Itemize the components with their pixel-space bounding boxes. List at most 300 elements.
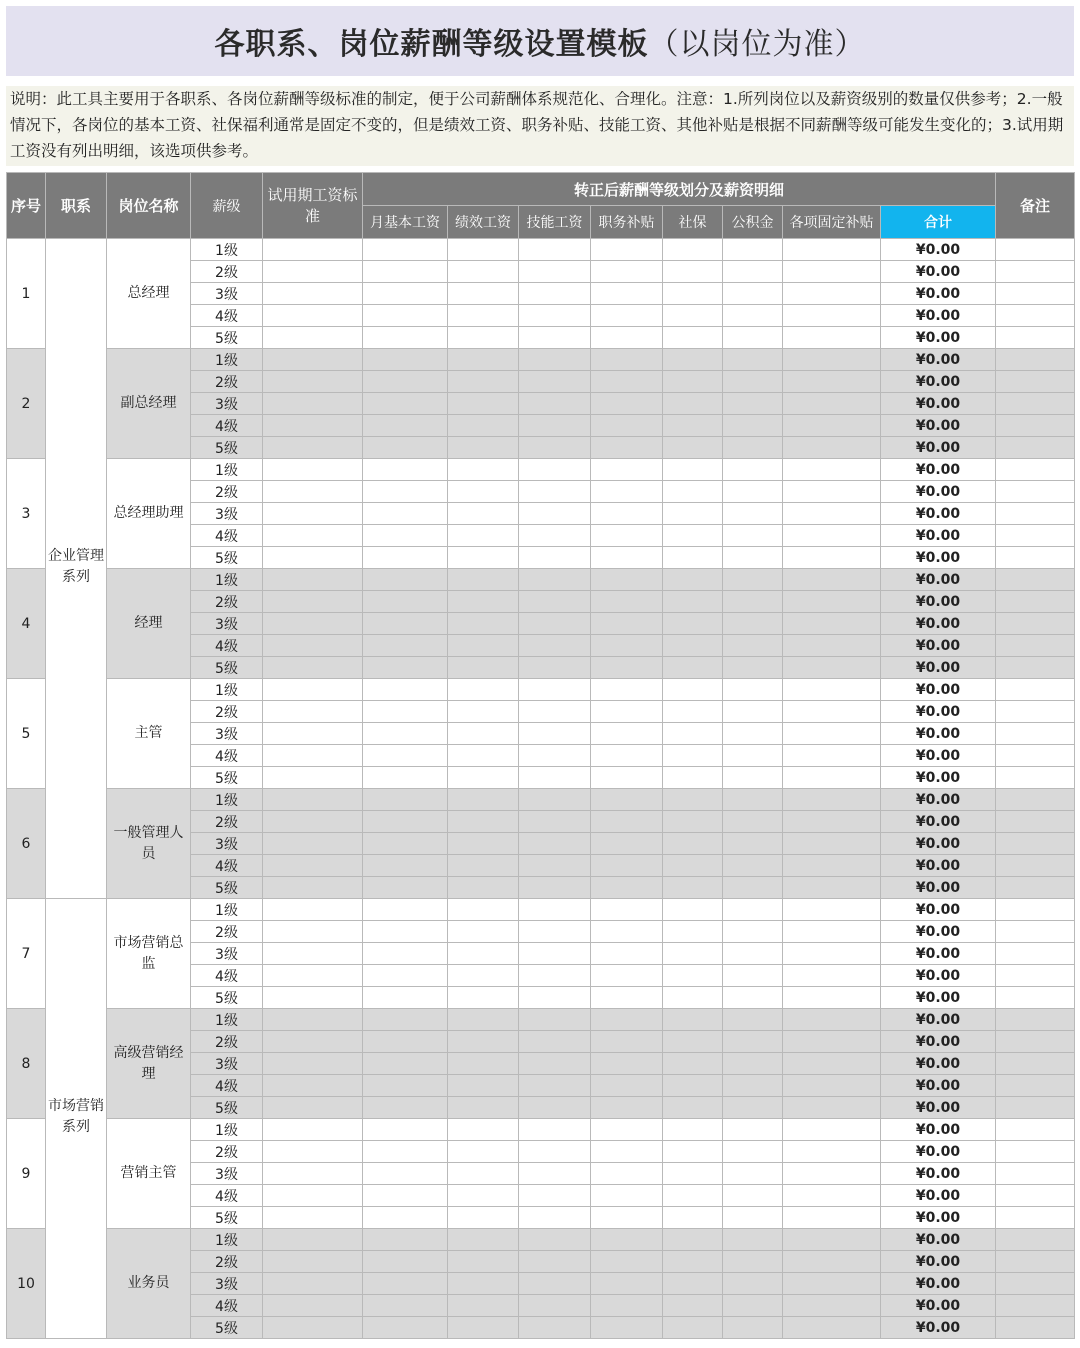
cell-level[interactable]: 3级 — [191, 283, 263, 305]
cell-input[interactable] — [591, 877, 663, 899]
cell-input[interactable] — [519, 745, 591, 767]
cell-input[interactable] — [663, 591, 723, 613]
cell-level[interactable]: 3级 — [191, 1163, 263, 1185]
cell-level[interactable]: 5级 — [191, 1207, 263, 1229]
cell-input[interactable] — [663, 1273, 723, 1295]
cell-input[interactable] — [591, 327, 663, 349]
cell-level[interactable]: 5级 — [191, 327, 263, 349]
cell-input[interactable] — [663, 789, 723, 811]
cell-remark[interactable] — [996, 899, 1075, 921]
cell-input[interactable] — [519, 1163, 591, 1185]
cell-input[interactable] — [519, 789, 591, 811]
cell-remark[interactable] — [996, 525, 1075, 547]
cell-input[interactable] — [723, 1207, 783, 1229]
cell-level[interactable]: 5级 — [191, 547, 263, 569]
cell-input[interactable] — [783, 1053, 881, 1075]
cell-input[interactable] — [591, 569, 663, 591]
cell-input[interactable] — [263, 877, 363, 899]
cell-input[interactable] — [363, 1295, 448, 1317]
cell-remark[interactable] — [996, 877, 1075, 899]
cell-input[interactable] — [783, 1251, 881, 1273]
cell-input[interactable] — [363, 1163, 448, 1185]
cell-input[interactable] — [663, 1075, 723, 1097]
cell-input[interactable] — [591, 635, 663, 657]
cell-input[interactable] — [519, 943, 591, 965]
cell-input[interactable] — [723, 525, 783, 547]
cell-input[interactable] — [263, 569, 363, 591]
cell-input[interactable] — [783, 415, 881, 437]
cell-input[interactable] — [448, 569, 519, 591]
cell-remark[interactable] — [996, 305, 1075, 327]
cell-input[interactable] — [448, 393, 519, 415]
cell-input[interactable] — [663, 503, 723, 525]
cell-input[interactable] — [591, 393, 663, 415]
cell-input[interactable] — [783, 1031, 881, 1053]
cell-level[interactable]: 2级 — [191, 591, 263, 613]
cell-input[interactable] — [519, 1097, 591, 1119]
cell-input[interactable] — [591, 1207, 663, 1229]
cell-input[interactable] — [263, 1185, 363, 1207]
cell-input[interactable] — [783, 899, 881, 921]
cell-input[interactable] — [363, 239, 448, 261]
cell-remark[interactable] — [996, 415, 1075, 437]
cell-input[interactable] — [363, 1207, 448, 1229]
cell-input[interactable] — [723, 679, 783, 701]
cell-input[interactable] — [591, 591, 663, 613]
cell-input[interactable] — [591, 1053, 663, 1075]
cell-remark[interactable] — [996, 1009, 1075, 1031]
cell-input[interactable] — [519, 965, 591, 987]
cell-input[interactable] — [263, 459, 363, 481]
cell-input[interactable] — [363, 745, 448, 767]
cell-input[interactable] — [723, 723, 783, 745]
cell-input[interactable] — [783, 1141, 881, 1163]
cell-input[interactable] — [448, 437, 519, 459]
cell-input[interactable] — [263, 591, 363, 613]
cell-input[interactable] — [723, 921, 783, 943]
cell-input[interactable] — [519, 261, 591, 283]
cell-remark[interactable] — [996, 239, 1075, 261]
cell-input[interactable] — [783, 745, 881, 767]
cell-input[interactable] — [663, 1141, 723, 1163]
cell-level[interactable]: 3级 — [191, 833, 263, 855]
cell-input[interactable] — [263, 811, 363, 833]
cell-input[interactable] — [723, 987, 783, 1009]
cell-input[interactable] — [723, 745, 783, 767]
cell-input[interactable] — [783, 305, 881, 327]
cell-level[interactable]: 1级 — [191, 459, 263, 481]
cell-input[interactable] — [263, 789, 363, 811]
cell-input[interactable] — [519, 239, 591, 261]
cell-input[interactable] — [783, 1185, 881, 1207]
cell-remark[interactable] — [996, 1031, 1075, 1053]
cell-level[interactable]: 1级 — [191, 1229, 263, 1251]
cell-input[interactable] — [519, 437, 591, 459]
cell-input[interactable] — [448, 745, 519, 767]
cell-remark[interactable] — [996, 1251, 1075, 1273]
cell-input[interactable] — [448, 415, 519, 437]
cell-input[interactable] — [783, 393, 881, 415]
cell-input[interactable] — [263, 1075, 363, 1097]
cell-input[interactable] — [591, 437, 663, 459]
cell-input[interactable] — [519, 679, 591, 701]
cell-input[interactable] — [263, 1053, 363, 1075]
cell-input[interactable] — [263, 305, 363, 327]
cell-input[interactable] — [448, 525, 519, 547]
cell-input[interactable] — [519, 635, 591, 657]
cell-input[interactable] — [723, 239, 783, 261]
cell-input[interactable] — [723, 1251, 783, 1273]
cell-input[interactable] — [363, 327, 448, 349]
cell-input[interactable] — [263, 525, 363, 547]
cell-input[interactable] — [723, 1119, 783, 1141]
cell-input[interactable] — [591, 415, 663, 437]
cell-remark[interactable] — [996, 569, 1075, 591]
cell-input[interactable] — [663, 635, 723, 657]
cell-input[interactable] — [591, 525, 663, 547]
cell-remark[interactable] — [996, 943, 1075, 965]
cell-input[interactable] — [723, 1229, 783, 1251]
cell-input[interactable] — [363, 393, 448, 415]
cell-input[interactable] — [363, 591, 448, 613]
cell-input[interactable] — [448, 811, 519, 833]
cell-input[interactable] — [663, 1009, 723, 1031]
cell-input[interactable] — [591, 1119, 663, 1141]
cell-input[interactable] — [783, 855, 881, 877]
cell-input[interactable] — [783, 481, 881, 503]
cell-input[interactable] — [448, 1251, 519, 1273]
cell-input[interactable] — [448, 1317, 519, 1339]
cell-input[interactable] — [723, 1097, 783, 1119]
cell-input[interactable] — [519, 1009, 591, 1031]
cell-input[interactable] — [783, 459, 881, 481]
cell-input[interactable] — [448, 591, 519, 613]
cell-input[interactable] — [519, 591, 591, 613]
cell-input[interactable] — [263, 657, 363, 679]
cell-input[interactable] — [519, 811, 591, 833]
cell-input[interactable] — [663, 1317, 723, 1339]
cell-input[interactable] — [363, 1031, 448, 1053]
cell-input[interactable] — [783, 789, 881, 811]
cell-input[interactable] — [591, 1185, 663, 1207]
cell-input[interactable] — [591, 1273, 663, 1295]
cell-input[interactable] — [263, 437, 363, 459]
cell-remark[interactable] — [996, 503, 1075, 525]
cell-input[interactable] — [519, 899, 591, 921]
cell-input[interactable] — [448, 877, 519, 899]
cell-input[interactable] — [448, 1119, 519, 1141]
cell-input[interactable] — [723, 789, 783, 811]
cell-input[interactable] — [783, 965, 881, 987]
cell-input[interactable] — [591, 1075, 663, 1097]
cell-input[interactable] — [263, 1251, 363, 1273]
cell-input[interactable] — [783, 1295, 881, 1317]
cell-input[interactable] — [783, 569, 881, 591]
cell-input[interactable] — [663, 943, 723, 965]
cell-input[interactable] — [363, 503, 448, 525]
cell-remark[interactable] — [996, 349, 1075, 371]
cell-input[interactable] — [519, 349, 591, 371]
cell-level[interactable]: 5级 — [191, 437, 263, 459]
cell-input[interactable] — [723, 1163, 783, 1185]
cell-input[interactable] — [448, 283, 519, 305]
cell-input[interactable] — [263, 701, 363, 723]
cell-input[interactable] — [519, 525, 591, 547]
cell-input[interactable] — [663, 239, 723, 261]
cell-level[interactable]: 4级 — [191, 745, 263, 767]
cell-level[interactable]: 2级 — [191, 1141, 263, 1163]
cell-remark[interactable] — [996, 745, 1075, 767]
cell-input[interactable] — [519, 283, 591, 305]
cell-level[interactable]: 2级 — [191, 371, 263, 393]
cell-level[interactable]: 4级 — [191, 1185, 263, 1207]
cell-input[interactable] — [663, 1031, 723, 1053]
cell-input[interactable] — [723, 1053, 783, 1075]
cell-input[interactable] — [519, 1053, 591, 1075]
cell-input[interactable] — [363, 371, 448, 393]
cell-input[interactable] — [363, 283, 448, 305]
cell-input[interactable] — [363, 1141, 448, 1163]
cell-remark[interactable] — [996, 1295, 1075, 1317]
cell-input[interactable] — [663, 921, 723, 943]
cell-level[interactable]: 5级 — [191, 877, 263, 899]
cell-remark[interactable] — [996, 283, 1075, 305]
cell-level[interactable]: 1级 — [191, 789, 263, 811]
cell-input[interactable] — [363, 987, 448, 1009]
cell-input[interactable] — [591, 1229, 663, 1251]
cell-input[interactable] — [263, 855, 363, 877]
cell-input[interactable] — [448, 349, 519, 371]
cell-input[interactable] — [723, 503, 783, 525]
cell-input[interactable] — [263, 327, 363, 349]
cell-level[interactable]: 3级 — [191, 1053, 263, 1075]
cell-input[interactable] — [448, 899, 519, 921]
cell-input[interactable] — [263, 943, 363, 965]
cell-input[interactable] — [519, 305, 591, 327]
cell-input[interactable] — [663, 415, 723, 437]
cell-input[interactable] — [783, 283, 881, 305]
cell-input[interactable] — [663, 1097, 723, 1119]
cell-input[interactable] — [663, 613, 723, 635]
cell-input[interactable] — [448, 789, 519, 811]
cell-input[interactable] — [363, 1317, 448, 1339]
cell-input[interactable] — [663, 965, 723, 987]
cell-input[interactable] — [591, 239, 663, 261]
cell-input[interactable] — [723, 591, 783, 613]
cell-input[interactable] — [783, 877, 881, 899]
cell-remark[interactable] — [996, 591, 1075, 613]
cell-input[interactable] — [783, 327, 881, 349]
cell-input[interactable] — [663, 723, 723, 745]
cell-input[interactable] — [263, 899, 363, 921]
cell-input[interactable] — [783, 503, 881, 525]
cell-input[interactable] — [519, 1185, 591, 1207]
cell-level[interactable]: 3级 — [191, 1273, 263, 1295]
cell-input[interactable] — [783, 547, 881, 569]
cell-input[interactable] — [263, 613, 363, 635]
cell-input[interactable] — [723, 349, 783, 371]
cell-input[interactable] — [663, 1295, 723, 1317]
cell-level[interactable]: 4级 — [191, 965, 263, 987]
cell-input[interactable] — [663, 877, 723, 899]
cell-remark[interactable] — [996, 1075, 1075, 1097]
cell-input[interactable] — [591, 283, 663, 305]
cell-input[interactable] — [363, 1251, 448, 1273]
cell-input[interactable] — [448, 1097, 519, 1119]
cell-remark[interactable] — [996, 1317, 1075, 1339]
cell-level[interactable]: 2级 — [191, 701, 263, 723]
cell-input[interactable] — [363, 1273, 448, 1295]
cell-input[interactable] — [263, 1273, 363, 1295]
cell-remark[interactable] — [996, 1185, 1075, 1207]
cell-remark[interactable] — [996, 1097, 1075, 1119]
cell-input[interactable] — [663, 855, 723, 877]
cell-input[interactable] — [591, 1317, 663, 1339]
cell-input[interactable] — [363, 965, 448, 987]
cell-remark[interactable] — [996, 1273, 1075, 1295]
cell-input[interactable] — [448, 1075, 519, 1097]
cell-input[interactable] — [783, 1207, 881, 1229]
cell-input[interactable] — [519, 503, 591, 525]
cell-input[interactable] — [519, 1295, 591, 1317]
cell-input[interactable] — [783, 943, 881, 965]
cell-input[interactable] — [448, 657, 519, 679]
cell-input[interactable] — [591, 547, 663, 569]
cell-input[interactable] — [263, 833, 363, 855]
cell-input[interactable] — [783, 701, 881, 723]
cell-input[interactable] — [783, 1229, 881, 1251]
cell-input[interactable] — [448, 679, 519, 701]
cell-input[interactable] — [783, 1097, 881, 1119]
cell-input[interactable] — [783, 833, 881, 855]
cell-input[interactable] — [783, 371, 881, 393]
cell-input[interactable] — [783, 1163, 881, 1185]
cell-level[interactable]: 1级 — [191, 679, 263, 701]
cell-input[interactable] — [723, 1031, 783, 1053]
cell-input[interactable] — [723, 327, 783, 349]
cell-input[interactable] — [591, 349, 663, 371]
cell-input[interactable] — [519, 723, 591, 745]
cell-input[interactable] — [723, 701, 783, 723]
cell-input[interactable] — [519, 547, 591, 569]
cell-input[interactable] — [591, 371, 663, 393]
cell-input[interactable] — [519, 1207, 591, 1229]
cell-input[interactable] — [663, 283, 723, 305]
cell-input[interactable] — [663, 745, 723, 767]
cell-input[interactable] — [723, 943, 783, 965]
cell-input[interactable] — [591, 1031, 663, 1053]
cell-remark[interactable] — [996, 613, 1075, 635]
cell-input[interactable] — [519, 833, 591, 855]
cell-input[interactable] — [519, 1141, 591, 1163]
cell-input[interactable] — [723, 305, 783, 327]
cell-input[interactable] — [723, 569, 783, 591]
cell-input[interactable] — [448, 1273, 519, 1295]
cell-input[interactable] — [723, 613, 783, 635]
cell-input[interactable] — [783, 591, 881, 613]
cell-input[interactable] — [448, 921, 519, 943]
cell-input[interactable] — [263, 1229, 363, 1251]
cell-input[interactable] — [591, 1009, 663, 1031]
cell-input[interactable] — [263, 987, 363, 1009]
cell-input[interactable] — [263, 921, 363, 943]
cell-input[interactable] — [591, 723, 663, 745]
cell-remark[interactable] — [996, 1119, 1075, 1141]
cell-remark[interactable] — [996, 965, 1075, 987]
cell-level[interactable]: 5级 — [191, 767, 263, 789]
cell-input[interactable] — [663, 1251, 723, 1273]
cell-input[interactable] — [263, 965, 363, 987]
cell-input[interactable] — [363, 635, 448, 657]
cell-input[interactable] — [723, 1273, 783, 1295]
cell-input[interactable] — [663, 1229, 723, 1251]
cell-input[interactable] — [363, 569, 448, 591]
cell-input[interactable] — [363, 525, 448, 547]
cell-input[interactable] — [663, 1053, 723, 1075]
cell-input[interactable] — [723, 833, 783, 855]
cell-input[interactable] — [363, 1053, 448, 1075]
cell-input[interactable] — [363, 613, 448, 635]
cell-input[interactable] — [448, 1141, 519, 1163]
cell-input[interactable] — [723, 965, 783, 987]
cell-level[interactable]: 1级 — [191, 239, 263, 261]
cell-input[interactable] — [448, 305, 519, 327]
cell-input[interactable] — [591, 965, 663, 987]
cell-input[interactable] — [263, 1207, 363, 1229]
cell-input[interactable] — [519, 415, 591, 437]
cell-input[interactable] — [263, 1119, 363, 1141]
cell-level[interactable]: 5级 — [191, 1097, 263, 1119]
cell-input[interactable] — [663, 437, 723, 459]
cell-input[interactable] — [448, 833, 519, 855]
cell-input[interactable] — [263, 261, 363, 283]
cell-input[interactable] — [783, 525, 881, 547]
cell-input[interactable] — [519, 1119, 591, 1141]
cell-input[interactable] — [448, 965, 519, 987]
cell-input[interactable] — [723, 459, 783, 481]
cell-input[interactable] — [663, 349, 723, 371]
cell-input[interactable] — [363, 415, 448, 437]
cell-input[interactable] — [783, 239, 881, 261]
cell-input[interactable] — [783, 635, 881, 657]
cell-remark[interactable] — [996, 855, 1075, 877]
cell-level[interactable]: 1级 — [191, 899, 263, 921]
cell-input[interactable] — [519, 371, 591, 393]
cell-input[interactable] — [363, 459, 448, 481]
cell-input[interactable] — [591, 613, 663, 635]
cell-remark[interactable] — [996, 393, 1075, 415]
cell-input[interactable] — [263, 349, 363, 371]
cell-input[interactable] — [591, 701, 663, 723]
cell-input[interactable] — [448, 1009, 519, 1031]
cell-input[interactable] — [448, 1207, 519, 1229]
cell-input[interactable] — [519, 1075, 591, 1097]
cell-input[interactable] — [663, 701, 723, 723]
cell-input[interactable] — [448, 503, 519, 525]
cell-input[interactable] — [591, 811, 663, 833]
cell-level[interactable]: 4级 — [191, 525, 263, 547]
cell-input[interactable] — [519, 877, 591, 899]
cell-input[interactable] — [448, 987, 519, 1009]
cell-input[interactable] — [723, 1141, 783, 1163]
cell-input[interactable] — [448, 1031, 519, 1053]
cell-input[interactable] — [723, 635, 783, 657]
cell-input[interactable] — [263, 1097, 363, 1119]
cell-input[interactable] — [591, 481, 663, 503]
cell-remark[interactable] — [996, 679, 1075, 701]
cell-input[interactable] — [263, 1031, 363, 1053]
cell-input[interactable] — [363, 789, 448, 811]
